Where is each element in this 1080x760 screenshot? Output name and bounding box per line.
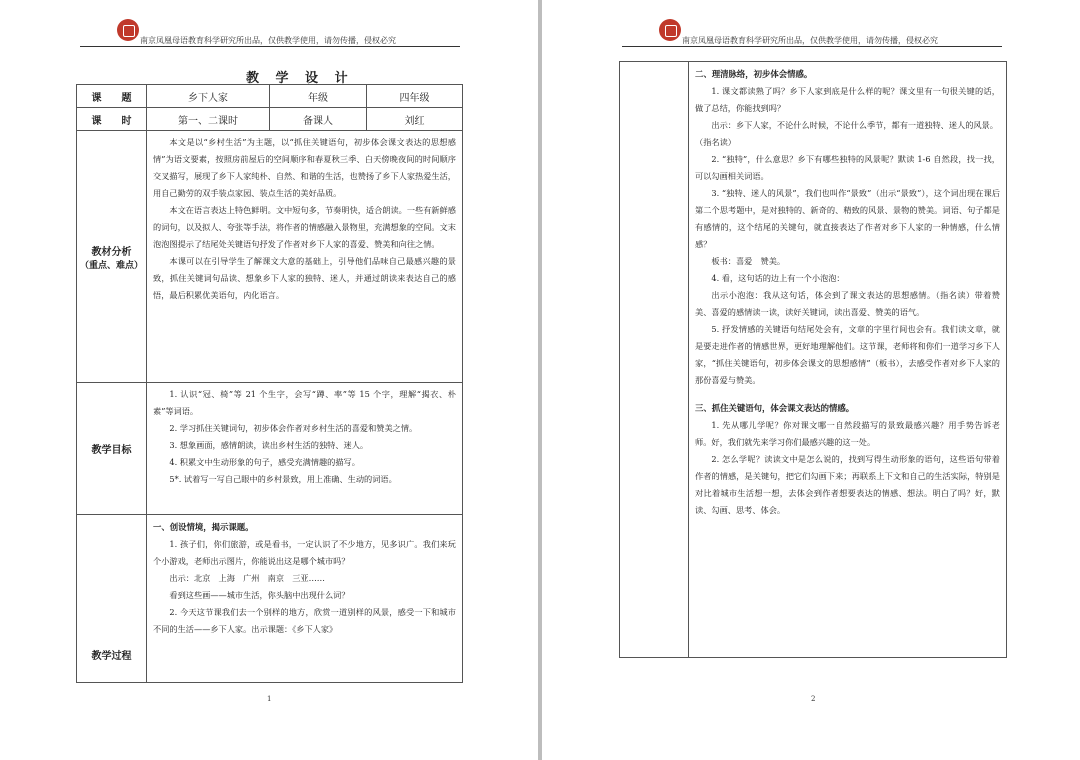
label-analysis-sub: （重点、难点） xyxy=(79,260,143,271)
section-heading: 一、创设情境，揭示课题。 xyxy=(153,522,254,532)
label-goals: 教学目标 xyxy=(77,383,147,515)
page-number: 2 xyxy=(811,695,816,703)
document-page-1 xyxy=(0,0,538,760)
process-paragraph: （指名读） xyxy=(695,137,736,147)
process-paragraph: 1. 课文都读熟了吗？乡下人家到底是什么样的呢？课文里有一句很关键的话，做了总结，你能找到吗？ xyxy=(695,86,1000,113)
document-title: 教 学 设 计 xyxy=(246,71,354,86)
section-heading: 二、理清脉络，初步体会情感。 xyxy=(695,69,813,79)
label-grade: 年级 xyxy=(270,85,367,108)
value-preparer: 刘红 xyxy=(367,108,463,131)
section-spacer xyxy=(695,389,1000,399)
seal-logo-icon xyxy=(659,19,681,41)
analysis-paragraph: 本课可以在引导学生了解课文大意的基础上，引导他们品味自己最感兴趣的景致，抓住关键词句品读、想象乡下人家的独特、迷人，并通过朗读来表达自己的感悟，最后积累优美语句，内化语言。 xyxy=(153,256,456,300)
process-paragraph: 2. “独特”，什么意思？乡下有哪些独特的风景呢？默读 1-6 自然段，找一找，可以勾画相关词语。 xyxy=(695,154,1000,181)
goals-content xyxy=(147,383,463,515)
process-continuation-table xyxy=(619,61,1007,658)
seal-logo-icon xyxy=(117,19,139,41)
goal-item: 4. 积累文中生动形象的句子，感受充满情趣的描写。 xyxy=(169,457,360,467)
process-content-continued xyxy=(689,62,1007,658)
process-content xyxy=(147,515,463,683)
goal-item: 3. 想象画面，感情朗读，读出乡村生活的独特、迷人。 xyxy=(169,440,369,450)
goal-item: 5*. 试着写一写自己眼中的乡村景致，用上准确、生动的词语。 xyxy=(169,474,397,484)
process-paragraph: 出示：乡下人家，不论什么时候，不论什么季节，都有一道独特、迷人的风景。 xyxy=(711,120,998,130)
label-analysis xyxy=(77,131,147,383)
label-periods: 课 时 xyxy=(77,108,147,131)
goal-item: 1. 认识“冠、椅”等 21 个生字，会写“蹲、率”等 15 个字，理解“揭衣、朴素”等词语。 xyxy=(153,389,456,416)
process-paragraph: 1. 先从哪儿学呢？你对课文哪一自然段描写的景致最感兴趣？用手势告诉老师。好，我们就先来学习你们最感兴趣的这一处。 xyxy=(695,420,1000,447)
table-row xyxy=(77,383,463,515)
header-rule xyxy=(622,46,1002,47)
page-header-text: 南京凤凰母语教育科学研究所出品，仅供教学使用，请勿传播，侵权必究 xyxy=(682,36,938,45)
analysis-content xyxy=(147,131,463,383)
process-paragraph: 看到这些画——城市生活，你头脑中出现什么词？ xyxy=(169,590,350,600)
label-preparer: 备课人 xyxy=(270,108,367,131)
process-paragraph: 出示小泡泡：我从这句话，体会到了课文表达的思想感情。（指名读）带着赞美、喜爱的感情读一读，读好关键词，读出喜爱、赞美的语气。 xyxy=(695,290,1000,317)
value-grade: 四年级 xyxy=(367,85,463,108)
analysis-paragraph: 本文在语言表达上特色鲜明。文中短句多，节奏明快，适合朗读。一些有新鲜感的词句，以及拟人、夸张等手法，将作者的情感融入景物里，充满想象的空间。文末泡泡图提示了结尾处关键语句抒发了作者对乡下人家的喜爱、赞美和向往之情。 xyxy=(153,205,456,249)
table-row xyxy=(77,131,463,383)
value-topic: 乡下人家 xyxy=(147,85,270,108)
page-number: 1 xyxy=(267,695,272,703)
process-paragraph: 板书：喜爱 赞美。 xyxy=(711,256,786,266)
table-row xyxy=(77,108,463,131)
process-paragraph: 4. 看，这句话的边上有一个小泡泡： xyxy=(711,273,845,283)
process-paragraph: 5. 抒发情感的关键语句结尾处会有，文章的字里行间也会有。我们读文章，就是要走进作者的情感世界，更好地理解他们。这节课，老师将和你们一道学习乡下人家，“抓住关键语句，初步体会课文的思想感情”（板书），去感受作者对乡下人家的那份喜爱与赞美。 xyxy=(695,324,1000,385)
process-paragraph: 2. 今天这节课我们去一个别样的地方，欣赏一道别样的风景，感受一下和城市不同的生活——乡下人家。出示课题：《乡下人家》 xyxy=(153,607,456,634)
process-paragraph: 3. “独特、迷人的风景”，我们也叫作“景致”（出示“景致”），这个词出现在课后第二个思考题中，是对独特的、新奇的、精致的风景、景物的赞美。词语、句子都是有感情的，这个结尾的关键句，就直接表达了作者对乡下人家的一种情感，什么情感？ xyxy=(695,188,1000,249)
table-row xyxy=(77,85,463,108)
page-header-text: 南京凤凰母语教育科学研究所出品，仅供教学使用，请勿传播，侵权必究 xyxy=(140,36,396,45)
value-periods: 第一、二课时 xyxy=(147,108,270,131)
table-row xyxy=(620,62,1007,658)
header-rule xyxy=(80,46,460,47)
process-paragraph: 出示：北京 上海 广州 南京 三亚…… xyxy=(169,573,325,583)
lesson-plan-table xyxy=(76,84,463,683)
label-analysis-main: 教材分析 xyxy=(91,246,132,258)
process-paragraph: 2. 怎么学呢？读读文中是怎么说的，找到写得生动形象的语句，这些语句带着作者的情感，是关键句，把它们勾画下来；再联系上下文和自己的生活实际，特别是对比着城市生活想一想，去体会到作者想要表达的情感、想法。明白了吗？好，默读、勾画、思考、体会。 xyxy=(695,454,1000,515)
empty-label-cell xyxy=(620,62,689,658)
goal-item: 2. 学习抓住关键词句，初步体会作者对乡村生活的喜爱和赞美之情。 xyxy=(169,423,418,433)
analysis-paragraph: 本文是以“乡村生活”为主题，以“抓住关键语句，初步体会课文表达的思想感情”为语文要素，按照房前屋后的空间顺序和春夏秋三季、白天傍晚夜间的时间顺序交叉描写，展现了乡下人家纯朴、自然、和谐的生活，也赞扬了乡下人家热爱生活，用自己勤劳的双手装点家园、装点生活的美好品质。 xyxy=(153,137,456,198)
document-page-2 xyxy=(542,0,1080,760)
table-row xyxy=(77,515,463,683)
process-paragraph: 1. 孩子们，你们旅游，或是看书，一定认识了不少地方，见多识广。我们来玩个小游戏，老师出示图片，你能说出这是哪个城市吗？ xyxy=(153,539,456,566)
label-topic: 课 题 xyxy=(77,85,147,108)
section-heading: 三、抓住关键语句，体会课文表达的情感。 xyxy=(695,403,855,413)
label-process: 教学过程 xyxy=(77,515,147,683)
